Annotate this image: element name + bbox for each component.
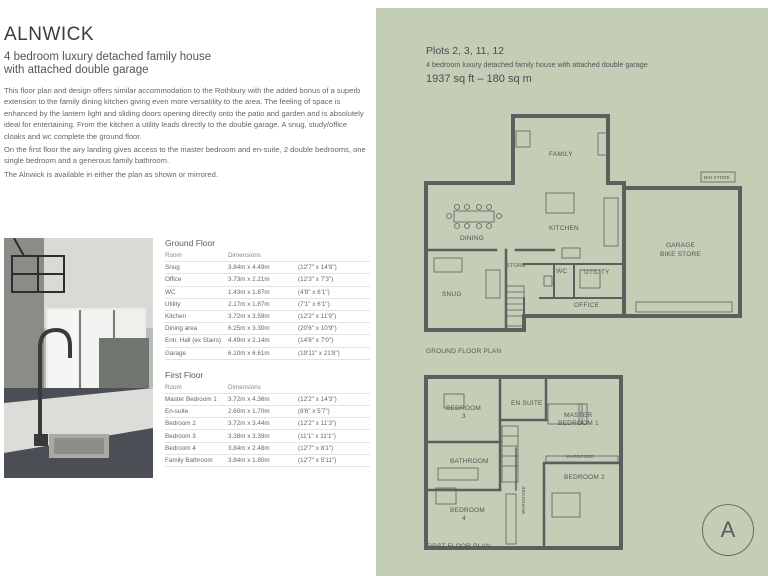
dimension-row — [165, 406, 370, 418]
imperial-dims: (20'6" x 10'9") — [298, 325, 337, 333]
room-bathroom: BATHROOM — [450, 458, 489, 465]
metric-dims: 3.38m x 3.39m — [228, 432, 270, 440]
room-wardrobe-2: WARDROBE — [521, 486, 526, 514]
imperial-dims: (12'7" x 8'1") — [298, 444, 334, 452]
left-panel — [0, 0, 376, 576]
first-floor-title: First Floor — [165, 369, 204, 380]
dimension-row — [165, 299, 370, 311]
room-bin-store: BIN STORE — [704, 175, 730, 180]
ground-floor-title: Ground Floor — [165, 238, 216, 248]
room-name: Bedroom 4 — [165, 444, 196, 452]
plots-heading: Plots 2, 3, 11, 12 — [426, 45, 505, 57]
room-bike-store: BIKE STORE — [660, 251, 701, 258]
plots-subheading: 4 bedroom luxury detached family house with attached double garage — [426, 60, 648, 69]
first-floor-rows — [165, 394, 370, 467]
room-name: Snug — [165, 264, 180, 272]
room-name: Kitchen — [165, 313, 187, 321]
house-subtitle — [4, 51, 364, 77]
ground-floor-header-row — [165, 250, 370, 262]
metric-dims: 3.84m x 2.48m — [228, 444, 270, 452]
ground-floor-rows — [165, 262, 370, 360]
room-name: Bedroom 2 — [165, 420, 196, 428]
room-wc: WC — [556, 268, 568, 275]
dimension-row — [165, 323, 370, 335]
floor-plan-drawing — [376, 8, 768, 576]
room-dimension-tables — [165, 238, 370, 467]
dimension-row — [165, 418, 370, 430]
floor-plan-panel — [376, 8, 768, 576]
imperial-dims: (19'11" x 21'8") — [298, 349, 340, 357]
description-para-2: On the first floor the airy landing gives access to the master bedroom and en-suite, 2 double bedrooms, one single bedroom and a generous family bathroom. — [4, 145, 366, 166]
room-name: WC — [165, 288, 176, 296]
metric-dims: 3.84m x 4.49m — [228, 264, 270, 272]
room-family: FAMILY — [549, 151, 573, 158]
room-bedroom-4-number: 4 — [462, 515, 466, 522]
room-bedroom-2: BEDROOM 2 — [564, 474, 605, 481]
dimension-row — [165, 348, 370, 360]
subtitle-line-2: with attached double garage — [4, 64, 149, 76]
metric-dims: 2.60m x 1.70m — [228, 408, 270, 416]
house-name: ALNWICK — [4, 24, 95, 45]
imperial-dims: (11'1" x 11'1") — [298, 432, 336, 440]
imperial-dims: (7'1" x 6'1") — [298, 300, 330, 308]
imperial-dims: (8'6" x 5'7") — [298, 408, 330, 416]
room-garage: GARAGE — [666, 242, 696, 249]
imperial-dims: (12'2" x 11'9") — [298, 313, 337, 321]
col-dims-header: Dimensions — [228, 252, 261, 260]
metric-dims: 6.25m x 3.30m — [228, 325, 270, 333]
dimension-row — [165, 262, 370, 274]
subtitle-line-1: 4 bedroom luxury detached family house — [4, 51, 212, 63]
ground-floor-plan-label: GROUND FLOOR PLAN — [426, 348, 502, 355]
room-name: Bedroom 3 — [165, 432, 196, 440]
description — [4, 85, 368, 182]
dimension-row — [165, 455, 370, 467]
metric-dims: 3.72m x 3.44m — [228, 420, 270, 428]
dimension-row — [165, 274, 370, 286]
room-office: OFFICE — [574, 302, 600, 309]
imperial-dims: (12'3" x 7'3") — [298, 276, 334, 284]
room-store: STORE — [506, 263, 526, 269]
metric-dims: 6.10m x 6.61m — [228, 349, 270, 357]
col-room-header: Room — [165, 252, 182, 260]
room-bedroom-3-number: 3 — [462, 413, 466, 420]
floor-area: 1937 sq ft – 180 sq m — [426, 73, 532, 85]
metric-dims: 3.73m x 2.21m — [228, 276, 270, 284]
room-utility: UTILITY — [584, 269, 610, 276]
room-dining: DINING — [460, 235, 484, 242]
room-master-bedroom-1: BEDROOM 1 — [558, 420, 599, 427]
kitchen-photo — [4, 238, 153, 478]
room-name: Master Bedroom 1 — [165, 395, 217, 403]
first-floor-plan-label: FIRST FLOOR PLAN — [426, 543, 491, 550]
metric-dims: 2.17m x 1.87m — [228, 300, 270, 308]
imperial-dims: (4'8" x 6'1") — [298, 288, 330, 296]
metric-dims: 3.72m x 3.59m — [228, 313, 270, 321]
room-name: Entr. Hall (ex Stairs) — [165, 337, 221, 345]
room-wardrobe-1: WARDROBE — [566, 454, 594, 459]
dimension-row — [165, 430, 370, 442]
first-floor-header-row — [165, 382, 370, 394]
dimension-row — [165, 287, 370, 299]
room-master: MASTER — [564, 412, 593, 419]
dimension-row — [165, 443, 370, 455]
metric-dims: 3.84m x 1.80m — [228, 456, 270, 464]
imperial-dims: (12'7" x 14'8") — [298, 264, 337, 272]
imperial-dims: (12'2" x 14'3") — [298, 395, 337, 403]
room-bedroom-3: BEDROOM — [446, 405, 481, 412]
room-ensuite: EN SUITE — [511, 400, 543, 407]
imperial-dims: (12'2" x 11'3") — [298, 420, 337, 428]
col-dims-header: Dimensions — [228, 383, 261, 391]
room-snug: SNUG — [442, 291, 462, 298]
plan-type-badge: A — [702, 504, 754, 556]
room-name: Garage — [165, 349, 187, 357]
col-room-header: Room — [165, 383, 182, 391]
room-kitchen: KITCHEN — [549, 225, 579, 232]
room-name: Dining area — [165, 325, 198, 333]
dimension-row — [165, 394, 370, 406]
room-name: Family Bathroom — [165, 456, 213, 464]
room-name: Utility — [165, 300, 181, 308]
metric-dims: 3.72m x 4.36m — [228, 395, 270, 403]
description-para-3: The Alnwick is available in either the plan as shown or mirrored. — [4, 169, 218, 179]
room-bedroom-4: BEDROOM — [450, 507, 485, 514]
dimension-row — [165, 311, 370, 323]
room-name: En-suite — [165, 408, 189, 416]
description-para-1: This floor plan and design offers similar accommodation to the Rothbury with the added bonus of a superb extension to the family dining kitchen giving even more versatility to the area. The feeling of space is enhanced by the lantern light and sliding doors opening directly onto the patio and garden and is absolutely ideal for entertaining. From the kitchen a utility leads directly to the double garage. A snug, study/office cloaks and wc complete the ground floor. — [4, 86, 364, 141]
imperial-dims: (14'8" x 7'0") — [298, 337, 334, 345]
imperial-dims: (12'7" x 5'11") — [298, 456, 337, 464]
room-name: Office — [165, 276, 182, 284]
metric-dims: 1.43m x 1.87m — [228, 288, 270, 296]
dimension-row — [165, 335, 370, 347]
metric-dims: 4.49m x 2.14m — [228, 337, 270, 345]
kitchen-photo-illustration — [4, 238, 153, 478]
